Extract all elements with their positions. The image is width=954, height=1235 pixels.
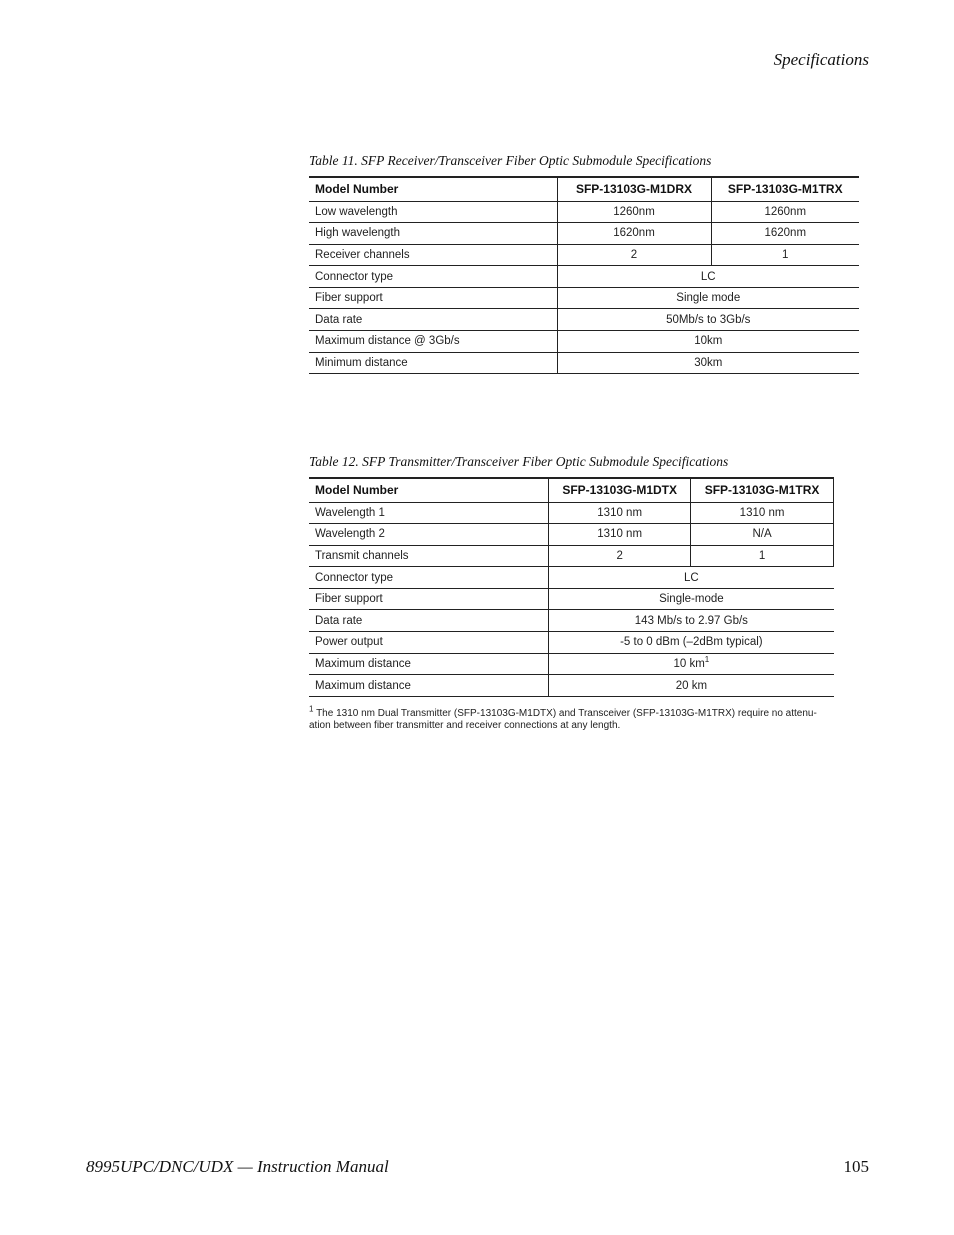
row-label: Maximum distance [309, 653, 549, 675]
table-11-caption: Table 11. SFP Receiver/Transceiver Fiber Optic Submodule Specifications [309, 153, 712, 168]
cell-value: 143 Mb/s to 2.97 Gb/s [549, 610, 834, 632]
cell-value: Single-mode [549, 588, 834, 610]
table-row [309, 266, 859, 288]
table-row [309, 309, 859, 331]
cell-value: 2 [549, 545, 691, 567]
row-label: Wavelength 1 [309, 502, 549, 524]
table-row [309, 331, 859, 353]
column-header: SFP-13103G-M1DRX [557, 177, 711, 201]
cell-value: 2 [557, 244, 711, 266]
table-row [309, 524, 834, 546]
row-label: Power output [309, 632, 549, 654]
cell-value: 1620nm [711, 223, 859, 245]
table-row [309, 201, 859, 223]
cell-value [549, 653, 834, 675]
row-label: Connector type [309, 567, 549, 589]
row-label: High wavelength [309, 223, 557, 245]
cell-value: 30km [557, 352, 859, 374]
cell-value: -5 to 0 dBm (–2dBm typical) [549, 632, 834, 654]
column-header: SFP-13103G-M1DTX [549, 478, 691, 502]
cell-value: Single mode [557, 287, 859, 309]
table-header-row [309, 478, 834, 502]
table-12 [309, 477, 834, 697]
cell-value: 1620nm [557, 223, 711, 245]
column-header: Model Number [309, 478, 549, 502]
column-header: SFP-13103G-M1TRX [711, 177, 859, 201]
cell-value: 1 [711, 244, 859, 266]
table-row [309, 545, 834, 567]
row-label: Wavelength 2 [309, 524, 549, 546]
row-label: Maximum distance [309, 675, 549, 697]
cell-value: 1260nm [711, 201, 859, 223]
table-footnote [309, 704, 829, 732]
table-row [309, 287, 859, 309]
table-row [309, 502, 834, 524]
cell-value: 1310 nm [549, 502, 691, 524]
cell-value: 1310 nm [549, 524, 691, 546]
column-header: Model Number [309, 177, 557, 201]
cell-value: LC [549, 567, 834, 589]
row-label: Data rate [309, 610, 549, 632]
footnote-text: The 1310 nm Dual Transmitter (SFP-13103G-M1DTX) and Transceiver (SFP-13103G-M1TRX) require no attenu-ation between fiber transmitter and receiver connections at any length. [309, 708, 817, 731]
footer-manual-title: 8995UPC/DNC/UDX — Instruction Manual [86, 1157, 389, 1176]
row-label: Fiber support [309, 588, 549, 610]
cell-value: 20 km [549, 675, 834, 697]
table-11 [309, 176, 859, 374]
table-row [309, 653, 834, 675]
row-label: Maximum distance @ 3Gb/s [309, 331, 557, 353]
row-label: Minimum distance [309, 352, 557, 374]
footnote-reference: 1 [704, 655, 710, 665]
cell-value: 1 [691, 545, 834, 567]
cell-value: 1260nm [557, 201, 711, 223]
table-row [309, 632, 834, 654]
table-header-row [309, 177, 859, 201]
table-row [309, 588, 834, 610]
page-number: 105 [843, 1157, 869, 1176]
table-12-caption: Table 12. SFP Transmitter/Transceiver Fiber Optic Submodule Specifications [309, 454, 729, 469]
cell-value: 50Mb/s to 3Gb/s [557, 309, 859, 331]
table-row [309, 223, 859, 245]
column-header: SFP-13103G-M1TRX [691, 478, 834, 502]
cell-value: N/A [691, 524, 834, 546]
footnote-mark: 1 [309, 704, 314, 714]
row-label: Connector type [309, 266, 557, 288]
cell-value: 10km [557, 331, 859, 353]
cell-value-text: 10 km [673, 657, 705, 670]
table-row [309, 610, 834, 632]
table-row [309, 244, 859, 266]
cell-value: LC [557, 266, 859, 288]
table-row [309, 675, 834, 697]
row-label: Low wavelength [309, 201, 557, 223]
cell-value: 1310 nm [691, 502, 834, 524]
row-label: Data rate [309, 309, 557, 331]
running-header: Specifications [773, 50, 869, 69]
row-label: Transmit channels [309, 545, 549, 567]
row-label: Fiber support [309, 287, 557, 309]
row-label: Receiver channels [309, 244, 557, 266]
table-row [309, 352, 859, 374]
table-row [309, 567, 834, 589]
